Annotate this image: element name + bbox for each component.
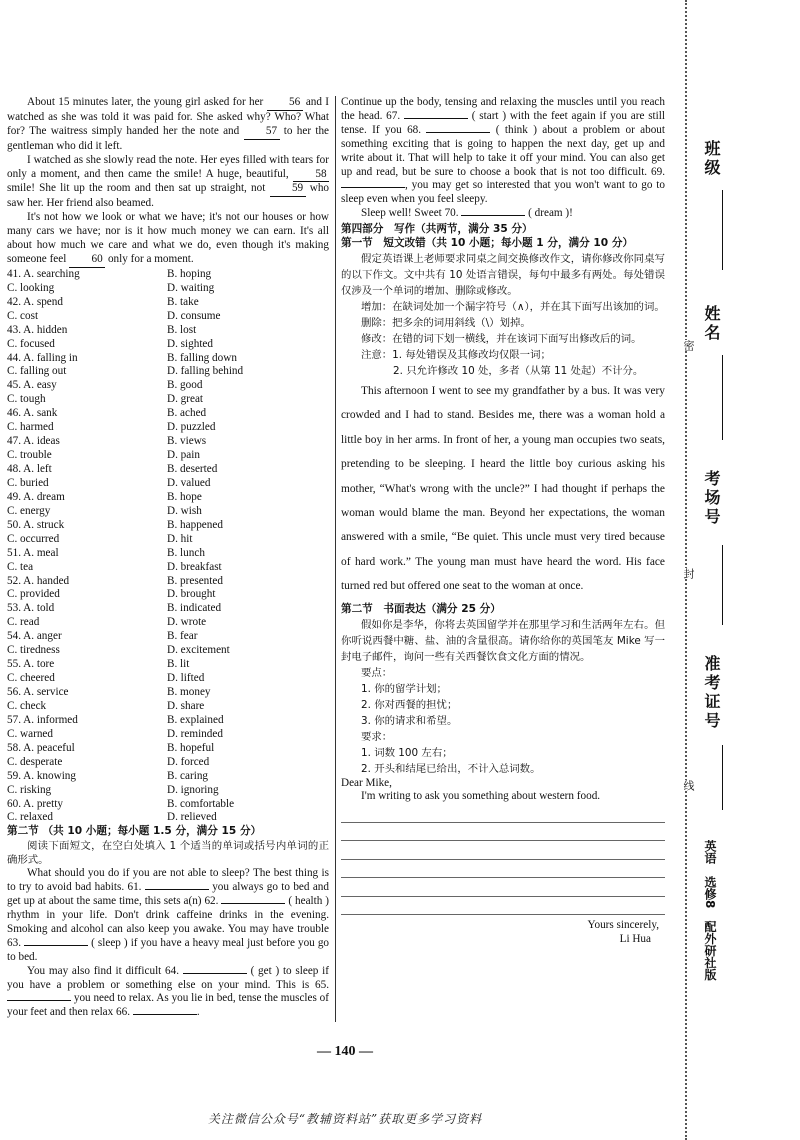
- option-row: [7, 310, 329, 324]
- text: ( sleep ) if you have a heavy meal just before you go to bed.: [7, 936, 330, 963]
- grammar-passage-4: [341, 207, 665, 221]
- option-right: B. good: [167, 379, 203, 392]
- text: only for a moment.: [107, 252, 194, 265]
- option-right: D. ignoring: [167, 783, 219, 796]
- point-3: 3. 你的请求和希望。: [361, 714, 458, 727]
- option-left: 49. A. dream: [7, 490, 65, 503]
- blank-57: 57: [244, 125, 280, 140]
- option-left: 52. A. handed: [7, 574, 70, 587]
- option-right: B. fear: [167, 630, 198, 643]
- option-left: C. check: [7, 699, 47, 712]
- option-left: 46. A. sank: [7, 407, 58, 420]
- option-left: 60. A. pretty: [7, 797, 63, 810]
- option-row: [7, 798, 329, 812]
- option-row: [7, 742, 329, 756]
- option-left: 44. A. falling in: [7, 351, 78, 364]
- subject-label: 英语 选修8 配外研社版: [703, 840, 717, 981]
- option-right: B. take: [167, 295, 199, 308]
- text: What should you do if you are not able to sleep? The best thing is to try to avoid bad habits. 61.: [7, 867, 329, 894]
- option-row: [7, 379, 329, 393]
- option-right: B. lit: [167, 658, 190, 671]
- option-row: [7, 519, 329, 533]
- option-left: 45. A. easy: [7, 379, 57, 392]
- option-row: [7, 477, 329, 491]
- option-left: C. provided: [7, 588, 60, 601]
- option-right: B. lunch: [167, 546, 205, 559]
- option-left: 48. A. left: [7, 463, 52, 475]
- text: .: [196, 1006, 200, 1019]
- room-label: 考场号: [702, 470, 721, 527]
- exam-id-label: 准考证号: [702, 655, 721, 731]
- greeting: Dear Mike,: [341, 776, 392, 789]
- blank-70: [461, 215, 525, 216]
- writing-instruction: 假如你是李华，你将去英国留学并在那里学习和生活两年左右。但你听说西餐中糖、盐、油的含量很高。请你给你的英国笔友 Mike 写一封电子邮件，询问一些有关西餐饮食文化方面的情况。: [341, 618, 665, 663]
- option-row: [7, 714, 329, 728]
- section1-instruction: 假定英语课上老师要求同桌之间交换修改作文，请你修改你同桌写的以下作文。文中共有 10 处语言错误，每句中最多有两处。每处错误仅涉及一个单词的增加、删除或修改。: [341, 252, 665, 297]
- option-left: 43. A. hidden: [7, 323, 68, 336]
- blank-62: [221, 903, 285, 904]
- signature-name: Li Hua: [619, 933, 651, 946]
- writing-line: [341, 823, 665, 842]
- option-row: [7, 296, 329, 310]
- section2-instruction: 阅读下面短文，在空白处填入 1 个适当的单词或括号内单词的正确形式。: [7, 840, 329, 867]
- option-left: C. trouble: [7, 449, 52, 462]
- passage-paragraph-2: [7, 154, 329, 212]
- point-2: 2. 你对西餐的担忧；: [361, 698, 458, 711]
- option-row: [7, 324, 329, 338]
- option-right: B. comfortable: [167, 797, 235, 810]
- points-label: 要点：: [361, 666, 393, 679]
- option-row: [7, 686, 329, 700]
- option-left: C. occurred: [7, 532, 60, 545]
- option-left: C. focused: [7, 337, 55, 350]
- requirements-label: 要求：: [361, 730, 393, 743]
- option-right: D. great: [167, 393, 204, 406]
- blank-58: 58: [293, 168, 329, 183]
- option-right: D. breakfast: [167, 560, 222, 573]
- option-right: D. sighted: [167, 337, 213, 350]
- blank-56: 56: [267, 96, 303, 111]
- text: smile! She lit up the room and then sat up straight, not: [7, 182, 266, 195]
- closing: Yours sincerely,: [587, 919, 659, 932]
- option-left: C. buried: [7, 476, 49, 489]
- blank-59: 59: [270, 182, 306, 197]
- text: ( health ) rhythm in your life. Don't drink caffeine drinks in the evening. Smoking and alcohol can also keep you awake. You may have trouble 63.: [7, 895, 330, 949]
- option-row: [7, 449, 329, 463]
- seal-mark: 密: [682, 340, 695, 351]
- option-left: C. looking: [7, 281, 55, 294]
- blank-60: 60: [69, 253, 105, 268]
- option-right: D. wrote: [167, 616, 207, 629]
- writing-line: [341, 897, 665, 916]
- requirement-2: 2. 开头和结尾已给出，不计入总词数。: [361, 762, 541, 775]
- option-row: [7, 463, 329, 477]
- option-left: C. warned: [7, 727, 53, 740]
- text: you need to relax. As you lie in bed, tense the muscles of your feet and then relax 66.: [7, 992, 329, 1019]
- option-right: B. explained: [167, 713, 224, 726]
- option-right: D. brought: [167, 588, 216, 601]
- answer-options: [7, 268, 329, 826]
- text: Continue up the body, tensing and relaxing the muscles until you reach the head. 67.: [341, 96, 665, 122]
- text: ( think ) about a problem or about something exciting that is going to happen the next day, get up and write about it. That will help to take it off your mind. You can also get up and read, but be sure to choose a book that is not too difficult. 69.: [341, 123, 666, 178]
- option-right: D. share: [167, 699, 205, 712]
- option-right: B. lost: [167, 323, 197, 336]
- option-left: 59. A. knowing: [7, 769, 76, 782]
- text: , you may get so interested that you won't want to go to sleep even when you feel sleepy.: [341, 179, 665, 206]
- option-row: [7, 700, 329, 714]
- writing-area[interactable]: [341, 804, 665, 915]
- option-right: B. caring: [167, 769, 209, 782]
- text: who saw her. Her friend also beamed.: [7, 182, 330, 210]
- option-right: D. pain: [167, 449, 200, 462]
- option-right: B. ached: [167, 407, 207, 420]
- option-left: 58. A. peaceful: [7, 741, 75, 754]
- option-row: [7, 338, 329, 352]
- option-row: [7, 811, 329, 825]
- option-left: 41. A. searching: [7, 267, 80, 280]
- option-left: 55. A. tore: [7, 658, 55, 671]
- grammar-passage-1: [7, 867, 329, 964]
- option-left: C. cheered: [7, 672, 55, 685]
- option-left: C. relaxed: [7, 811, 53, 824]
- writing-line: [341, 804, 665, 823]
- right-column: [341, 96, 665, 947]
- option-right: D. relieved: [167, 811, 217, 824]
- option-right: D. excitement: [167, 644, 230, 657]
- option-row: [7, 435, 329, 449]
- option-row: [7, 282, 329, 296]
- rule-add: 增加：在缺词处加一个漏字符号（∧），并在其下面写出该加的词。: [361, 300, 665, 313]
- option-right: B. hoping: [167, 267, 212, 280]
- text: You may also find it difficult 64.: [27, 964, 180, 977]
- option-right: B. happened: [167, 518, 223, 531]
- option-row: [7, 588, 329, 602]
- text: Sleep well! Sweet 70.: [361, 207, 459, 220]
- option-row: [7, 352, 329, 366]
- option-right: B. hope: [167, 490, 202, 503]
- option-row: [7, 393, 329, 407]
- option-right: D. lifted: [167, 672, 205, 685]
- text: ( start ) with the feet again if you are still tense. If you 68.: [341, 109, 665, 136]
- option-right: D. consume: [167, 309, 221, 322]
- rule-modify: 修改：在错的词下划一横线，并在该词下面写出修改后的词。: [361, 332, 642, 345]
- option-row: [7, 421, 329, 435]
- option-row: [7, 616, 329, 630]
- option-row: [7, 672, 329, 686]
- option-left: C. falling out: [7, 365, 67, 378]
- option-left: 56. A. service: [7, 686, 69, 698]
- option-left: C. tea: [7, 560, 34, 573]
- option-right: B. views: [167, 435, 207, 448]
- option-left: C. desperate: [7, 755, 63, 768]
- writing-line: [341, 878, 665, 897]
- seal-mark: 线: [682, 780, 695, 791]
- option-row: [7, 365, 329, 379]
- error-correction-essay: This afternoon I went to see my grandfather by a bus. It was very crowded and I had to stand. Besides me, there was a woman hold a little boy in her arms. In front of her, a young man occupies two seats, pretending to be sleeping. I heard the little boy curious asking his mother, “What's wrong with the uncle?” I had thought if perhaps the woman would blame the man. Beyond her expectations, the woman answered with a smile, “Be quiet. This uncle must very tired because of hard work.” The young man must have heard the word. His face turned red but offered one seat to the woman at once.: [341, 384, 665, 593]
- option-right: D. falling behind: [167, 365, 244, 378]
- blank-63: [24, 945, 88, 946]
- passage-paragraph-3: [7, 211, 329, 268]
- text: and I watched as she was told it was paid for. She asked why? Who? What for? The waitress simply handed her the note and: [7, 96, 329, 137]
- blank-64: [183, 973, 247, 974]
- blank-65: [7, 1000, 71, 1001]
- seal-mark: 封: [682, 568, 695, 579]
- option-right: D. reminded: [167, 727, 223, 740]
- option-left: 57. A. informed: [7, 713, 78, 726]
- text: ( get ) to sleep if you have a problem or something else on your mind. This is 65.: [7, 964, 329, 991]
- left-column: [7, 96, 329, 1020]
- option-left: C. tough: [7, 393, 46, 406]
- option-row: [7, 561, 329, 575]
- option-left: C. cost: [7, 309, 39, 322]
- point-1: 1. 你的留学计划；: [361, 682, 447, 695]
- option-left: 50. A. struck: [7, 518, 65, 531]
- part4-section1-title: 第一节 短文改错（共 10 小题；每小题 1 分，满分 10 分）: [341, 237, 634, 250]
- option-row: [7, 756, 329, 770]
- option-right: D. valued: [167, 476, 211, 489]
- blank-68: [426, 132, 490, 133]
- text: About 15 minutes later, the young girl asked for her: [27, 96, 264, 108]
- text: you always go to bed and get up at about the same time, this sets a(n) 62.: [7, 881, 329, 908]
- grammar-passage-3: [341, 96, 665, 207]
- class-fill-line: [722, 190, 723, 270]
- requirement-1: 1. 词数 100 左右；: [361, 746, 453, 759]
- column-divider: [335, 96, 336, 1022]
- option-left: C. harmed: [7, 421, 54, 434]
- text: ( dream )!: [528, 207, 573, 220]
- blank-69: [341, 187, 405, 188]
- option-left: 47. A. ideas: [7, 435, 60, 448]
- blank-66: [133, 1014, 197, 1015]
- option-row: [7, 505, 329, 519]
- option-right: D. wish: [167, 504, 202, 517]
- option-left: C. risking: [7, 783, 52, 796]
- room-fill-line: [722, 545, 723, 625]
- option-row: [7, 658, 329, 672]
- option-row: [7, 770, 329, 784]
- option-right: D. waiting: [167, 281, 215, 294]
- option-row: [7, 575, 329, 589]
- option-row: [7, 547, 329, 561]
- text: to her the gentleman who did it left.: [7, 124, 330, 152]
- option-row: [7, 644, 329, 658]
- option-left: C. tiredness: [7, 644, 60, 657]
- writing-line: [341, 860, 665, 879]
- option-right: B. presented: [167, 574, 223, 587]
- page-number: — 140 —: [317, 1044, 373, 1059]
- note-2: 2. 只允许修改 10 处，多者（从第 11 处起）不计分。: [393, 364, 644, 377]
- class-label: 班级: [702, 140, 721, 178]
- note-1: 注意：1. 每处错误及其修改均仅限一词；: [361, 348, 551, 361]
- rule-delete: 删除：把多余的词用斜线（\）划掉。: [361, 316, 531, 329]
- footer-note: 关注微信公众号“教辅资料站”获取更多学习资料: [207, 1112, 483, 1126]
- option-right: B. money: [167, 686, 211, 698]
- passage-paragraph-1: [7, 96, 329, 154]
- option-left: C. energy: [7, 504, 51, 517]
- part4-section2-title: 第二节 书面表达（满分 25 分）: [341, 602, 501, 615]
- option-row: [7, 602, 329, 616]
- exam-id-fill-line: [722, 745, 723, 810]
- option-row: [7, 728, 329, 742]
- blank-61: [145, 889, 209, 890]
- option-right: B. deserted: [167, 463, 218, 475]
- section2-title: 第二节 （共 10 小题；每小题 1.5 分，满分 15 分）: [7, 825, 262, 838]
- option-left: 51. A. meal: [7, 546, 59, 559]
- option-row: [7, 630, 329, 644]
- option-row: [7, 268, 329, 282]
- option-right: B. indicated: [167, 602, 222, 615]
- name-label: 姓名: [702, 305, 721, 343]
- grammar-passage-2: [7, 965, 329, 1021]
- option-right: D. hit: [167, 532, 193, 545]
- option-right: B. falling down: [167, 351, 237, 364]
- option-left: 42. A. spend: [7, 295, 63, 308]
- option-row: [7, 784, 329, 798]
- option-row: [7, 533, 329, 547]
- option-right: D. puzzled: [167, 421, 216, 434]
- opening-line: I'm writing to ask you something about western food.: [361, 790, 601, 803]
- option-right: D. forced: [167, 755, 210, 768]
- option-right: B. hopeful: [167, 741, 215, 754]
- option-left: 53. A. told: [7, 602, 55, 615]
- option-row: [7, 407, 329, 421]
- name-fill-line: [722, 355, 723, 440]
- blank-67: [404, 118, 468, 119]
- part4-title: 第四部分 写作（共两节，满分 35 分）: [341, 223, 533, 236]
- text: I watched as she slowly read the note. Her eyes filled with tears for only a moment, and then came the smile! A huge, beautiful,: [7, 153, 329, 180]
- option-left: C. read: [7, 616, 40, 629]
- option-row: [7, 491, 329, 505]
- writing-line: [341, 841, 665, 860]
- text: It's not how we look or what we have; it's not our houses or how many cars we have; nor is it how much money we can earn. It's all about how much we care and what we do, even though it's making someone feel: [7, 211, 329, 265]
- option-left: 54. A. anger: [7, 630, 62, 643]
